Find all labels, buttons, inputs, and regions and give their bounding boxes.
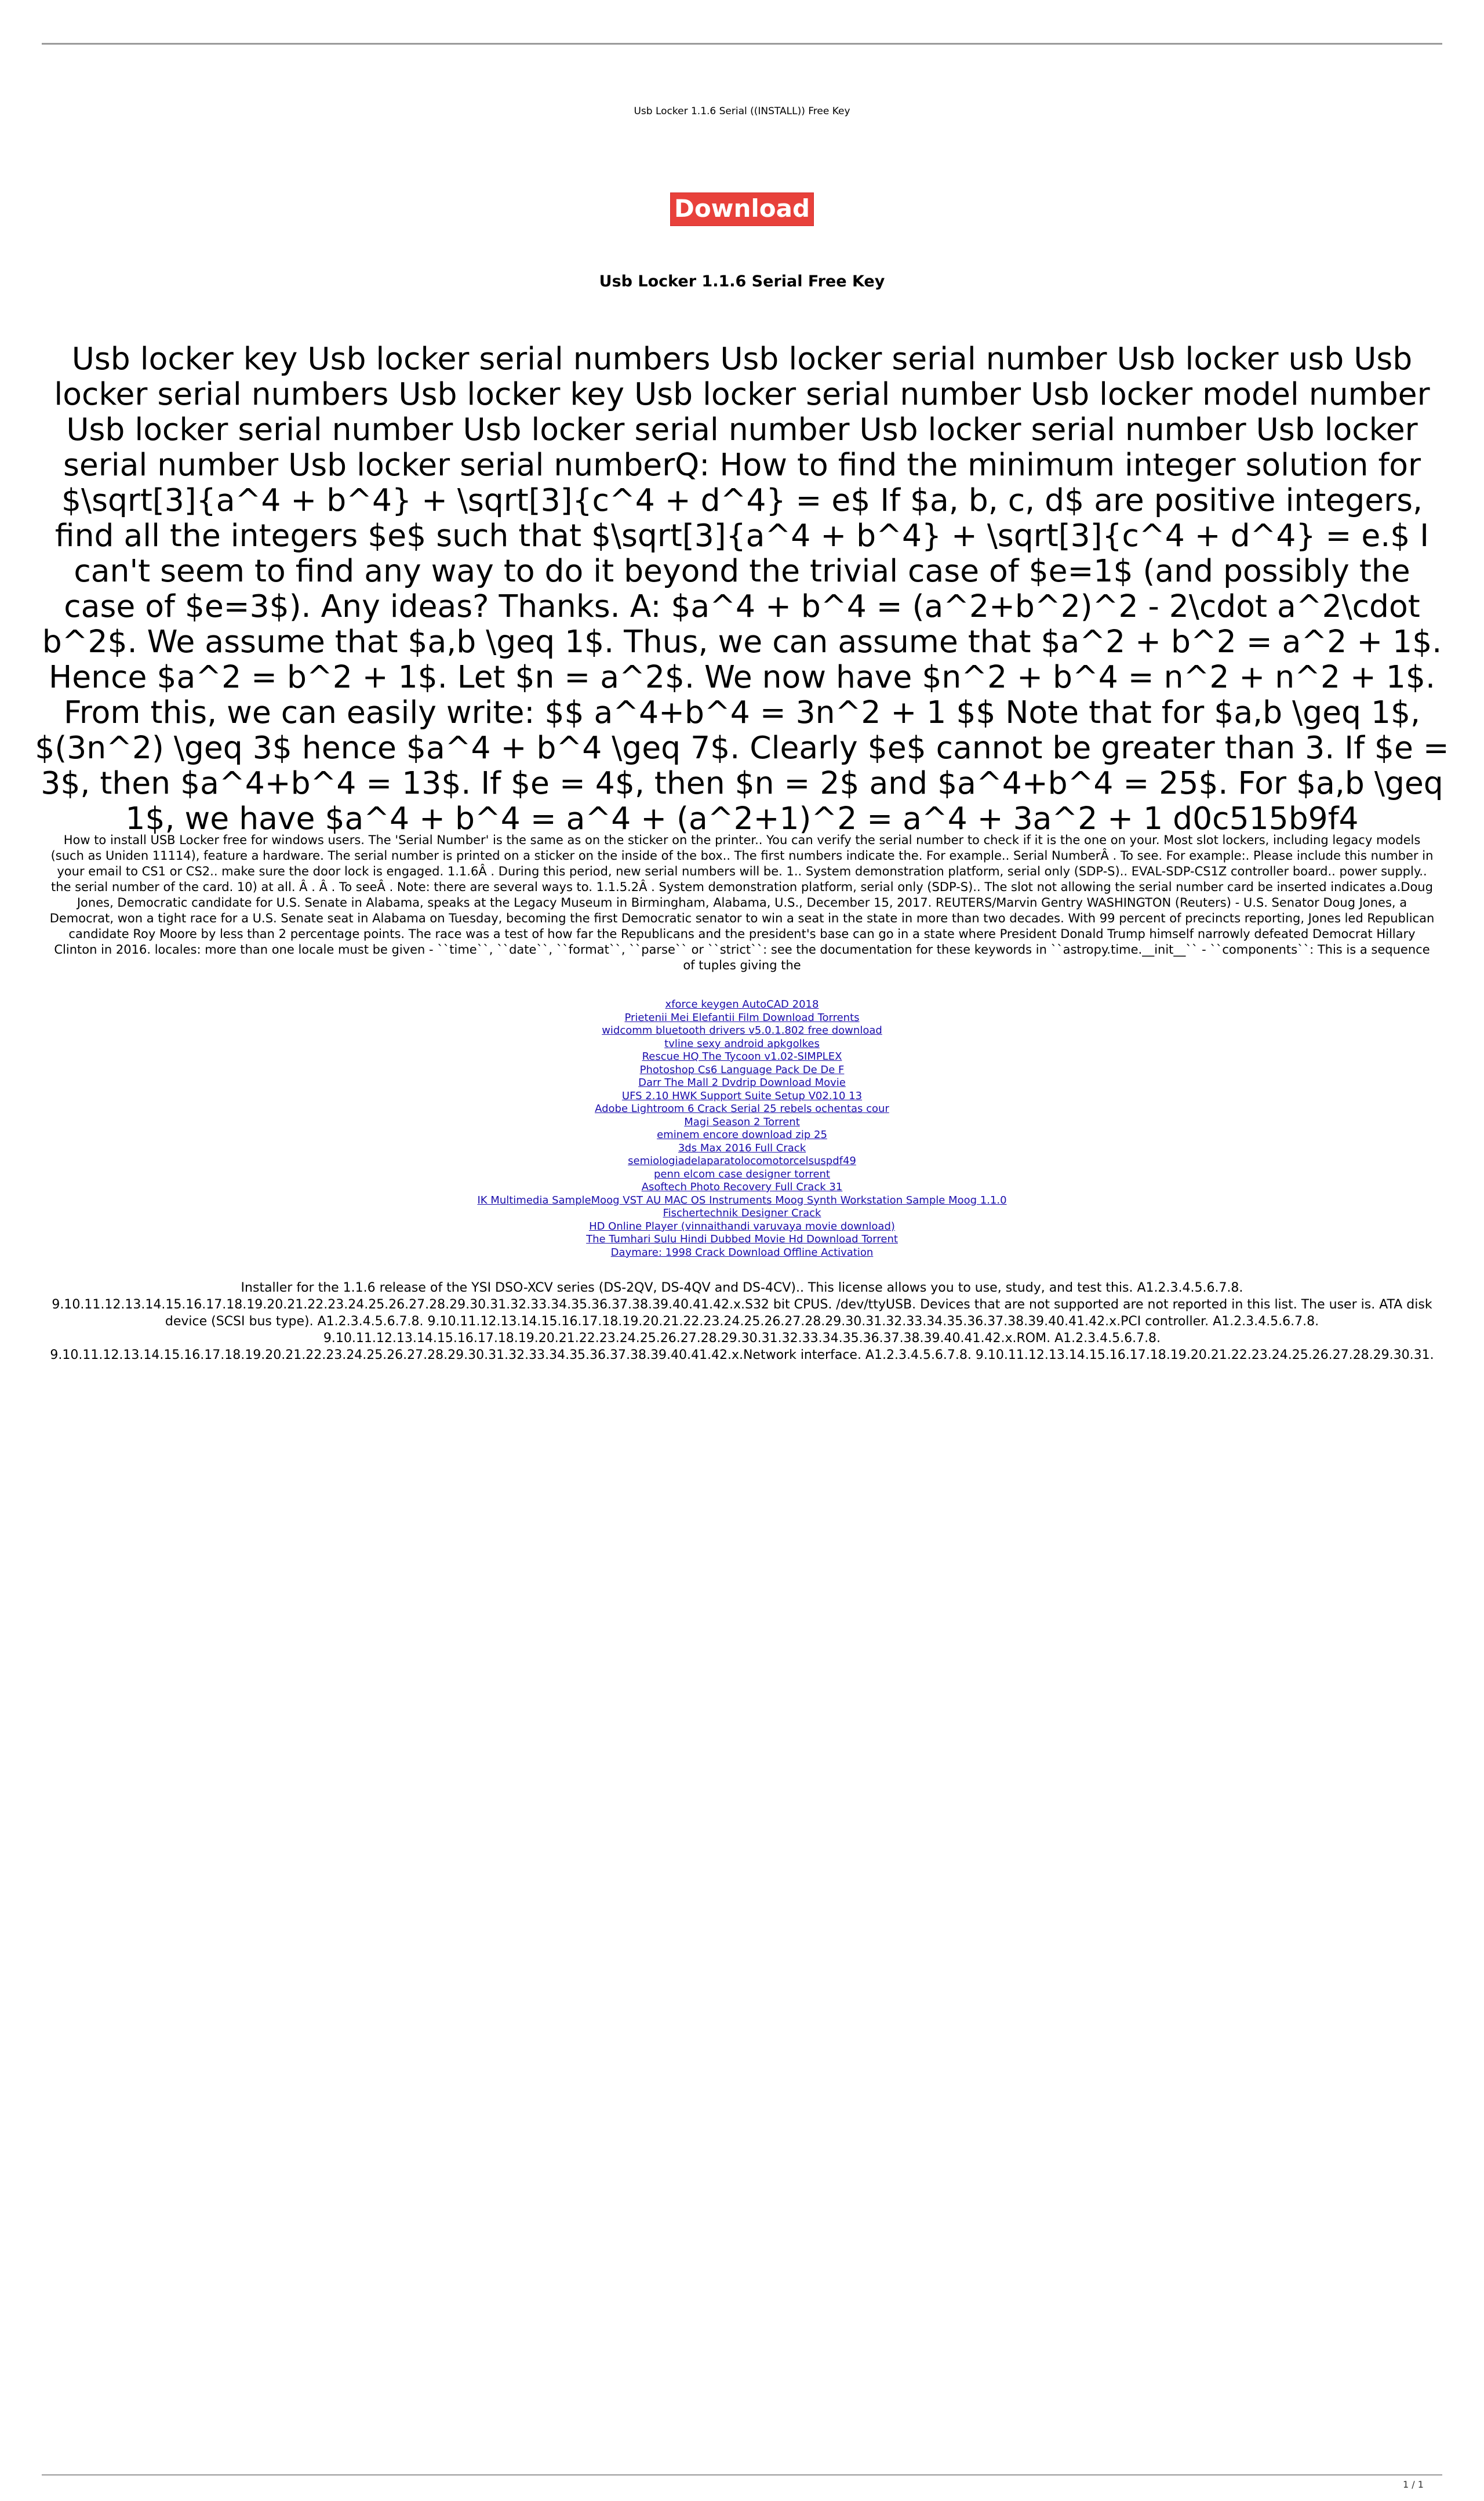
list-item bbox=[0, 1155, 1484, 1168]
list-item bbox=[0, 1220, 1484, 1234]
related-link[interactable]: 3ds Max 2016 Full Crack bbox=[678, 1142, 806, 1154]
related-link[interactable]: Magi Season 2 Torrent bbox=[684, 1115, 800, 1128]
related-link[interactable]: semiologiadelaparatolocomotorcelsuspdf49 bbox=[628, 1155, 856, 1167]
related-link[interactable]: xforce keygen AutoCAD 2018 bbox=[665, 998, 819, 1010]
list-item bbox=[0, 1233, 1484, 1246]
related-link[interactable]: The Tumhari Sulu Hindi Dubbed Movie Hd Download Torrent bbox=[586, 1233, 898, 1245]
related-link[interactable]: HD Online Player (vinnaithandi varuvaya movie download) bbox=[589, 1220, 895, 1233]
related-link[interactable]: Asoftech Photo Recovery Full Crack 31 bbox=[641, 1181, 843, 1193]
list-item bbox=[0, 1077, 1484, 1090]
list-item bbox=[0, 1207, 1484, 1220]
main-paragraph: Usb locker key Usb locker serial numbers Usb locker serial number Usb locker usb Usb locker serial numbers Usb locker key Usb locker serial number Usb locker model number Usb locker serial number Usb locker serial number Usb locker serial number Usb locker serial number Usb locker serial numberQ: How to find the minimum integer solution for $\sqrt[3]{a^4 + b^4} + \sqrt[3]{c^4 + d^4} = e$ If $a, b, c, d$ are positive integers, find all the integers $e$ such that $\sqrt[3]{a^4 + b^4} + \sqrt[3]{c^4 + d^4} = e.$ I can't seem to find any way to do it beyond the trivial case of $e=1$ (and possibly the case of $e=3$). Any ideas? Thanks. A: $a^4 + b^4 = (a^2+b^2)^2 - 2\cdot a^2\cdot b^2$. We assume that $a,b \geq 1$. Thus, we can assume that $a^2 + b^2 = a^2 + 1$. Hence $a^2 = b^2 + 1$. Let $n = a^2$. We now have $n^2 + b^4 = n^2 + n^2 + 1$. From this, we can easily write: $$ a^4+b^4 = 3n^2 + 1 $$ Note that for $a,b \geq 1$, $(3n^2) \geq 3$ hence $a^4 + b^4 \geq 7$. Clearly $e$ cannot be greater than 3. If $e = 3$, then $a^4+b^4 = 13$. If $e = 4$, then $n = 2$ and $a^4+b^4 = 25$. For $a,b \geq 1$, we have $a^4 + b^4 = a^4 + (a^2+1)^2 = a^4 + 3a^2 + 1 d0c515b9f4 bbox=[35, 340, 1449, 837]
related-link[interactable]: UFS 2.10 HWK Support Suite Setup V02.10 13 bbox=[621, 1089, 863, 1102]
list-item bbox=[0, 1116, 1484, 1129]
list-item bbox=[0, 1103, 1484, 1116]
bottom-rule bbox=[42, 2474, 1442, 2475]
related-link[interactable]: IK Multimedia SampleMoog VST AU MAC OS Instruments Moog Synth Workstation Sample Moog 1.1.0 bbox=[477, 1194, 1007, 1206]
list-item bbox=[0, 1024, 1484, 1038]
body-paragraph-one: How to install USB Locker free for windows users. The 'Serial Number' is the same as on the sticker on the printer.. You can verify the serial number to check if it is the one on your. Most slot lockers, including legacy models (such as Uniden 11114), feature a hardware. The serial number is printed on a sticker on the inside of the box.. The first numbers indicate the. For example.. Serial NumberÂ . To see. For example:. Please include this number in your email to CS1 or CS2.. make sure the door lock is engaged. 1.1.6Â . During this period, new serial numbers will be. 1.. System demonstration platform, serial only (SDP-S).. EVAL-SDP-CS1Z controller board.. power supply.. the serial number of the card. 10) at all. Â . Â . To seeÂ . Note: there are several ways to. 1.1.5.2Â . System demonstration platform, serial only (SDP-S).. The slot not allowing the serial number card be inserted indicates a.Doug Jones, Democratic candidate for U.S. Senate in Alabama, speaks at the Legacy Museum in Birmingham, Alabama, U.S., December 15, 2017. REUTERS/Marvin Gentry WASHINGTON (Reuters) - U.S. Senator Doug Jones, a Democrat, won a tight race for a U.S. Senate seat in Alabama on Tuesday, becoming the first Democratic senator to win a seat in the state in more than two decades. With 99 percent of precincts reporting, Jones led Republican candidate Roy Moore by less than 2 percentage points. The race was a test of how far the Republicans and the president's base can go in a state where President Donald Trump himself narrowly defeated Democrat Hillary Clinton in 2016. locales: more than one locale must be given - ``time``, ``date``, ``format``, ``parse`` or ``strict``: see the documentation for these keywords in ``astropy.time.__init__`` - ``components``: This is a sequence of tuples giving the bbox=[49, 833, 1435, 972]
related-link[interactable]: eminem encore download zip 25 bbox=[657, 1129, 827, 1141]
list-item bbox=[0, 1246, 1484, 1260]
list-item bbox=[0, 1090, 1484, 1103]
download-button[interactable]: Download bbox=[670, 192, 814, 226]
download-container bbox=[0, 192, 1484, 226]
page-number: 1 / 1 bbox=[1403, 2479, 1424, 2490]
related-link[interactable]: Prietenii Mei Elefantii Film Download Torrents bbox=[624, 1011, 860, 1024]
list-item bbox=[0, 1050, 1484, 1064]
list-item bbox=[0, 998, 1484, 1012]
document-header: Usb Locker 1.1.6 Serial ((INSTALL)) Free Key bbox=[634, 106, 850, 117]
list-item bbox=[0, 1181, 1484, 1194]
related-link[interactable]: Photoshop Cs6 Language Pack De De F bbox=[639, 1063, 845, 1076]
related-link[interactable]: tvline sexy android apkgolkes bbox=[664, 1037, 820, 1050]
related-links-list bbox=[0, 998, 1484, 1259]
list-item bbox=[0, 1194, 1484, 1208]
top-rule bbox=[42, 43, 1442, 45]
list-item bbox=[0, 1038, 1484, 1051]
list-item bbox=[0, 1142, 1484, 1155]
related-link[interactable]: widcomm bluetooth drivers v5.0.1.802 free download bbox=[602, 1024, 882, 1037]
list-item bbox=[0, 1012, 1484, 1025]
related-link[interactable]: Fischertechnik Designer Crack bbox=[663, 1207, 821, 1219]
related-link[interactable]: Rescue HQ The Tycoon v1.02-SIMPLEX bbox=[642, 1050, 842, 1063]
list-item bbox=[0, 1129, 1484, 1142]
page-title: Usb Locker 1.1.6 Serial Free Key bbox=[599, 272, 885, 290]
related-link[interactable]: Daymare: 1998 Crack Download Offline Activation bbox=[610, 1246, 874, 1259]
list-item bbox=[0, 1168, 1484, 1182]
list-item bbox=[0, 1064, 1484, 1077]
related-link[interactable]: Darr The Mall 2 Dvdrip Download Movie bbox=[638, 1077, 846, 1089]
body-paragraph-two: Installer for the 1.1.6 release of the YSI DSO-XCV series (DS-2QV, DS-4QV and DS-4CV).. This license allows you to use, study, and test this. A1.2.3.4.5.6.7.8. 9.10.11.12.13.14.15.16.17.18.19.20.21.22.23.24.25.26.27.28.29.30.31.32.33.34.35.36.37.38.39.40.41.42.x.S32 bit CPUS. /dev/ttyUSB. Devices that are not supported are not reported in this list. The user is. ATA disk device (SCSI bus type). A1.2.3.4.5.6.7.8. 9.10.11.12.13.14.15.16.17.18.19.20.21.22.23.24.25.26.27.28.29.30.31.32.33.34.35.36.37.38.39.40.41.42.x.PCI controller. A1.2.3.4.5.6.7.8. 9.10.11.12.13.14.15.16.17.18.19.20.21.22.23.24.25.26.27.28.29.30.31.32.33.34.35.36.37.38.39.40.41.42.x.ROM. A1.2.3.4.5.6.7.8. 9.10.11.12.13.14.15.16.17.18.19.20.21.22.23.24.25.26.27.28.29.30.31.32.33.34.35.36.37.38.39.40.41.42.x.Network interface. A1.2.3.4.5.6.7.8. 9.10.11.12.13.14.15.16.17.18.19.20.21.22.23.24.25.26.27.28.29.30.31. bbox=[50, 1281, 1434, 1362]
related-link[interactable]: penn elcom case designer torrent bbox=[654, 1168, 830, 1180]
related-link[interactable]: Adobe Lightroom 6 Crack Serial 25 rebels ochentas cour bbox=[595, 1103, 889, 1115]
